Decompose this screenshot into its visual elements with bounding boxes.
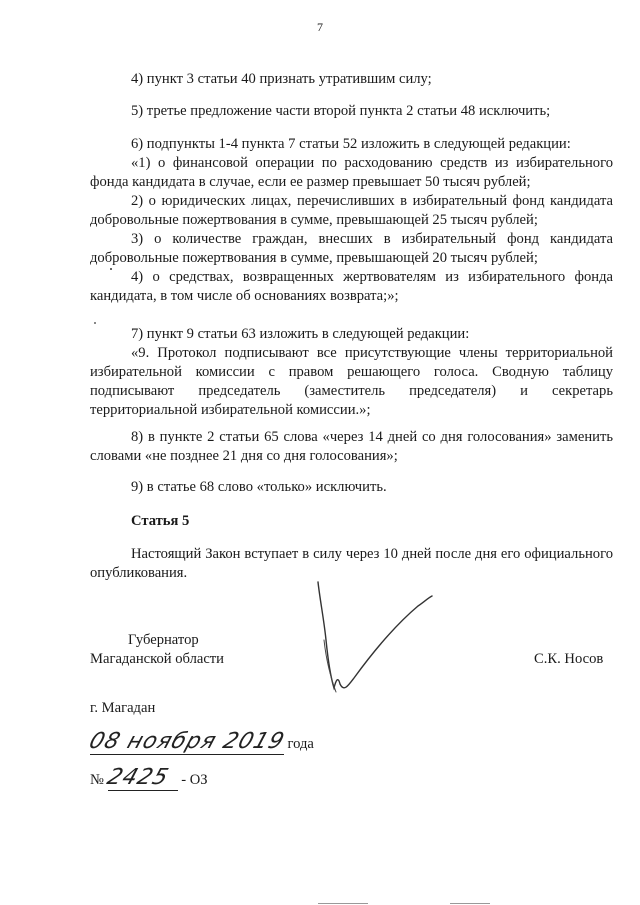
signing-date (85, 729, 314, 755)
paragraph-text: 7) пункт 9 статьи 63 изложить в следующей редакции: (131, 326, 470, 342)
paragraph-text: 4) пункт 3 статьи 40 признать утратившим силу; (131, 71, 432, 87)
subparagraph-9: «9. Протокол подписывают все присутствующие члены территориальной избирательной комиссии с правом решающего голоса. Сводную таблицу подписывают председатель (заместитель председателя) и секретарь территориальной избирательной комиссии.»; (90, 345, 613, 418)
scan-edge (450, 903, 490, 904)
scan-artifact (110, 268, 112, 270)
subparagraph-4: 4) о средствах, возвращенных жертвователям из избирательного фонда кандидата, в том числе об основаниях возврата;»; (90, 269, 613, 304)
paragraph-text: Настоящий Закон вступает в силу через 10 дней после дня его официального опубликования. (90, 546, 613, 581)
number-handwritten: 2425 (103, 765, 172, 790)
date-suffix: года (287, 736, 314, 752)
number-prefix: № (90, 772, 104, 788)
article-5-text (90, 545, 613, 583)
number-underline (103, 765, 178, 791)
paragraph-text: 9) в статье 68 слово «только» исключить. (131, 479, 387, 495)
scan-artifact (94, 322, 96, 324)
signatory-title (90, 631, 330, 669)
amendment-item-7 (90, 325, 613, 420)
paragraph-text: 6) подпункты 1-4 пункта 7 статьи 52 изложить в следующей редакции: (131, 136, 571, 152)
date-underline (85, 729, 288, 755)
amendment-item-8 (90, 428, 613, 466)
article-title: Статья 5 (131, 513, 190, 529)
amendment-item-6 (90, 135, 613, 306)
subparagraph-3: 3) о количестве граждан, внесших в избирательный фонд кандидата добровольные пожертвования в сумме, превышающей 20 тысяч рублей; (90, 231, 613, 266)
paragraph-text: 5) третье предложение части второй пункта 2 статьи 48 исключить; (131, 103, 551, 119)
law-number (90, 765, 208, 791)
amendment-item-5 (90, 102, 613, 121)
number-suffix: - ОЗ (181, 772, 208, 788)
amendment-item-9 (90, 478, 613, 497)
date-handwritten: 08 ноября 2019 (85, 729, 288, 754)
city: г. Магадан (90, 700, 156, 716)
signatory-title-line2: Магаданской области (90, 651, 224, 667)
signatory-name: С.К. Носов (534, 651, 604, 667)
amendment-item-4 (90, 70, 613, 89)
subparagraph-1: «1) о финансовой операции по расходованию средств из избирательного фонда кандидата в случае, если ее размер превышает 50 тысяч рублей; (90, 155, 613, 190)
scan-edge (318, 903, 368, 904)
paragraph-text: 8) в пункте 2 статьи 65 слова «через 14 дней со дня голосования» заменить словами «не позднее 21 дня со дня голосования»; (90, 429, 613, 464)
signatory-title-line1: Губернатор (128, 632, 199, 648)
page-number: 7 (317, 20, 323, 34)
subparagraph-2: 2) о юридических лицах, перечисливших в избирательный фонд кандидата добровольные пожертвования в сумме, превышающей 25 тысяч рублей; (90, 193, 613, 228)
